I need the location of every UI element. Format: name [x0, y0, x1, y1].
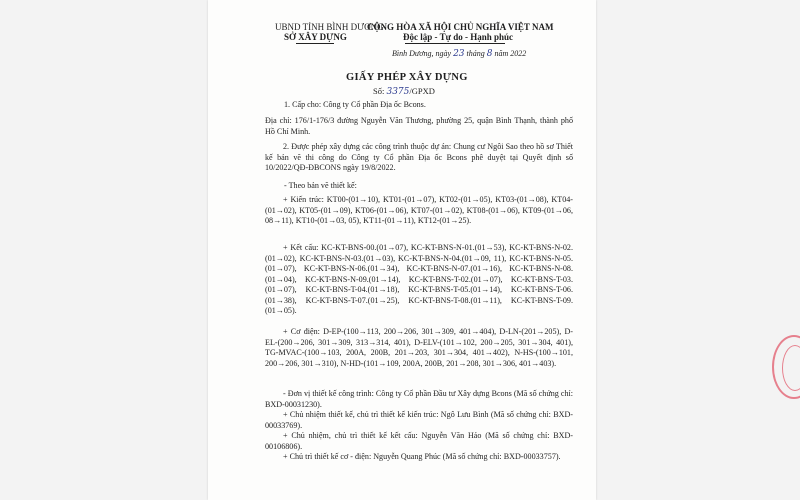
- motto-underline: [405, 43, 505, 44]
- number-suffix: /GPXD: [409, 86, 435, 96]
- section-1-heading: 1. Cấp cho: Công ty Cổ phần Địa ốc Bcons.: [284, 100, 426, 109]
- design-unit: - Đơn vị thiết kế công trình: Công ty Cổ phần Đầu tư Xây dựng Bcons (Mã số chứng chỉ: BXD-00031230).: [265, 389, 573, 409]
- document-title: GIẤY PHÉP XÂY DỰNG: [346, 72, 468, 83]
- mep-lead: + Chủ trì thiết kế cơ - điện: Nguyễn Quang Phúc (Mã số chứng chỉ: BXD-00033757).: [283, 452, 561, 461]
- section-2-intro: 2. Được phép xây dựng các công trình thuộc dự án: Chung cư Ngôi Sao theo hồ sơ Thiết kế bản vẽ thi công do Công ty Cổ phần Địa ốc Bcons phê duyệt tại Quyết định số 10/2022/QĐ-ĐBCONS ngày 19/8/2022.: [265, 142, 573, 172]
- agency-name: UBND TỈNH BÌNH DƯƠNG: [275, 22, 384, 32]
- national-motto: Độc lập - Tự do - Hạnh phúc: [403, 32, 514, 42]
- issue-date: [392, 49, 526, 59]
- date-year: năm 2022: [494, 49, 527, 58]
- date-prefix: Bình Dương, ngày: [392, 49, 452, 58]
- document-number: [373, 86, 435, 97]
- mep-drawings: + Cơ điện: D-EP-(100→113, 200→206, 301→309, 401→404), D-LN-(201→205), D-EL-(200→206, 301→309, 313→314, 401), D-ELV-(101→102, 200→205, 301→304, 401), TG-MVAC-(100→103, 200A, 200B, 201→203, 301→304, 401→402), N-HS-(100→101, 200→206, 301→310), N-HD-(101→109, 200A, 200B, 201→208, 301→306, 401→403).: [265, 327, 573, 368]
- architecture-drawings: + Kiến trúc: KT00-(01→10), KT01-(01→07), KT02-(01→05), KT03-(01→08), KT04-(01→02), KT05-(01→09), KT06-(01→06), KT07-(01→02), KT08-(01→06), KT09-(01→06, 08→11), KT10-(01→03, 05), KT11-(01→11), KT12-(01→25).: [265, 195, 573, 225]
- date-month-label: tháng: [466, 49, 485, 58]
- red-seal-stamp: [772, 335, 800, 399]
- architecture-lead: + Chủ nhiệm thiết kế, chủ trì thiết kế kiến trúc: Ngô Lưu Bình (Mã số chứng chỉ: BXD-00033769).: [265, 410, 573, 430]
- nation-title: CỘNG HÒA XÃ HỘI CHỦ NGHĨA VIỆT NAM: [367, 22, 554, 32]
- drawings-label: - Theo bản vẽ thiết kế:: [284, 181, 357, 190]
- department-underline: [296, 43, 334, 44]
- date-day: 23: [453, 49, 465, 59]
- date-month: 8: [486, 49, 493, 59]
- number-value: 3375: [386, 87, 410, 97]
- seal-inner-ring: [782, 345, 800, 391]
- section-1-address: Địa chỉ: 176/1-176/3 đường Nguyễn Văn Thương, phường 25, quận Bình Thạnh, thành phố Hồ Chí Minh.: [265, 116, 573, 136]
- structure-drawings: + Kết cấu: KC-KT-BNS-00.(01→07), KC-KT-BNS-N-01.(01→53), KC-KT-BNS-N-02.(01→02), KC-KT-BNS-N-03.(01→03), KC-KT-BNS-N-04.(01→09, 11), KC-KT-BNS-N-05.(01→07), KC-KT-BNS-N-06.(01→34), KC-KT-BNS-N-07.(01→16), KC-KT-BNS-N-08.(01→04), KC-KT-BNS-N-09.(01→14), KC-KT-BNS-T-02.(01→07), KC-KT-BNS-T-03.(01→07), KC-KT-BNS-T-04.(01→18), KC-KT-BNS-T-05.(01→14), KC-KT-BNS-T-06.(01→38), KC-KT-BNS-T-07.(01→25), KC-KT-BNS-T-08.(01→11), KC-KT-BNS-T-09.(01→05).: [265, 243, 573, 315]
- number-prefix: Số:: [373, 86, 385, 96]
- structure-lead: + Chủ nhiệm, chủ trì thiết kế kết cấu: Nguyễn Văn Hảo (Mã số chứng chỉ: BXD-00106806).: [265, 431, 573, 451]
- department-name: SỞ XÂY DỰNG: [284, 32, 347, 42]
